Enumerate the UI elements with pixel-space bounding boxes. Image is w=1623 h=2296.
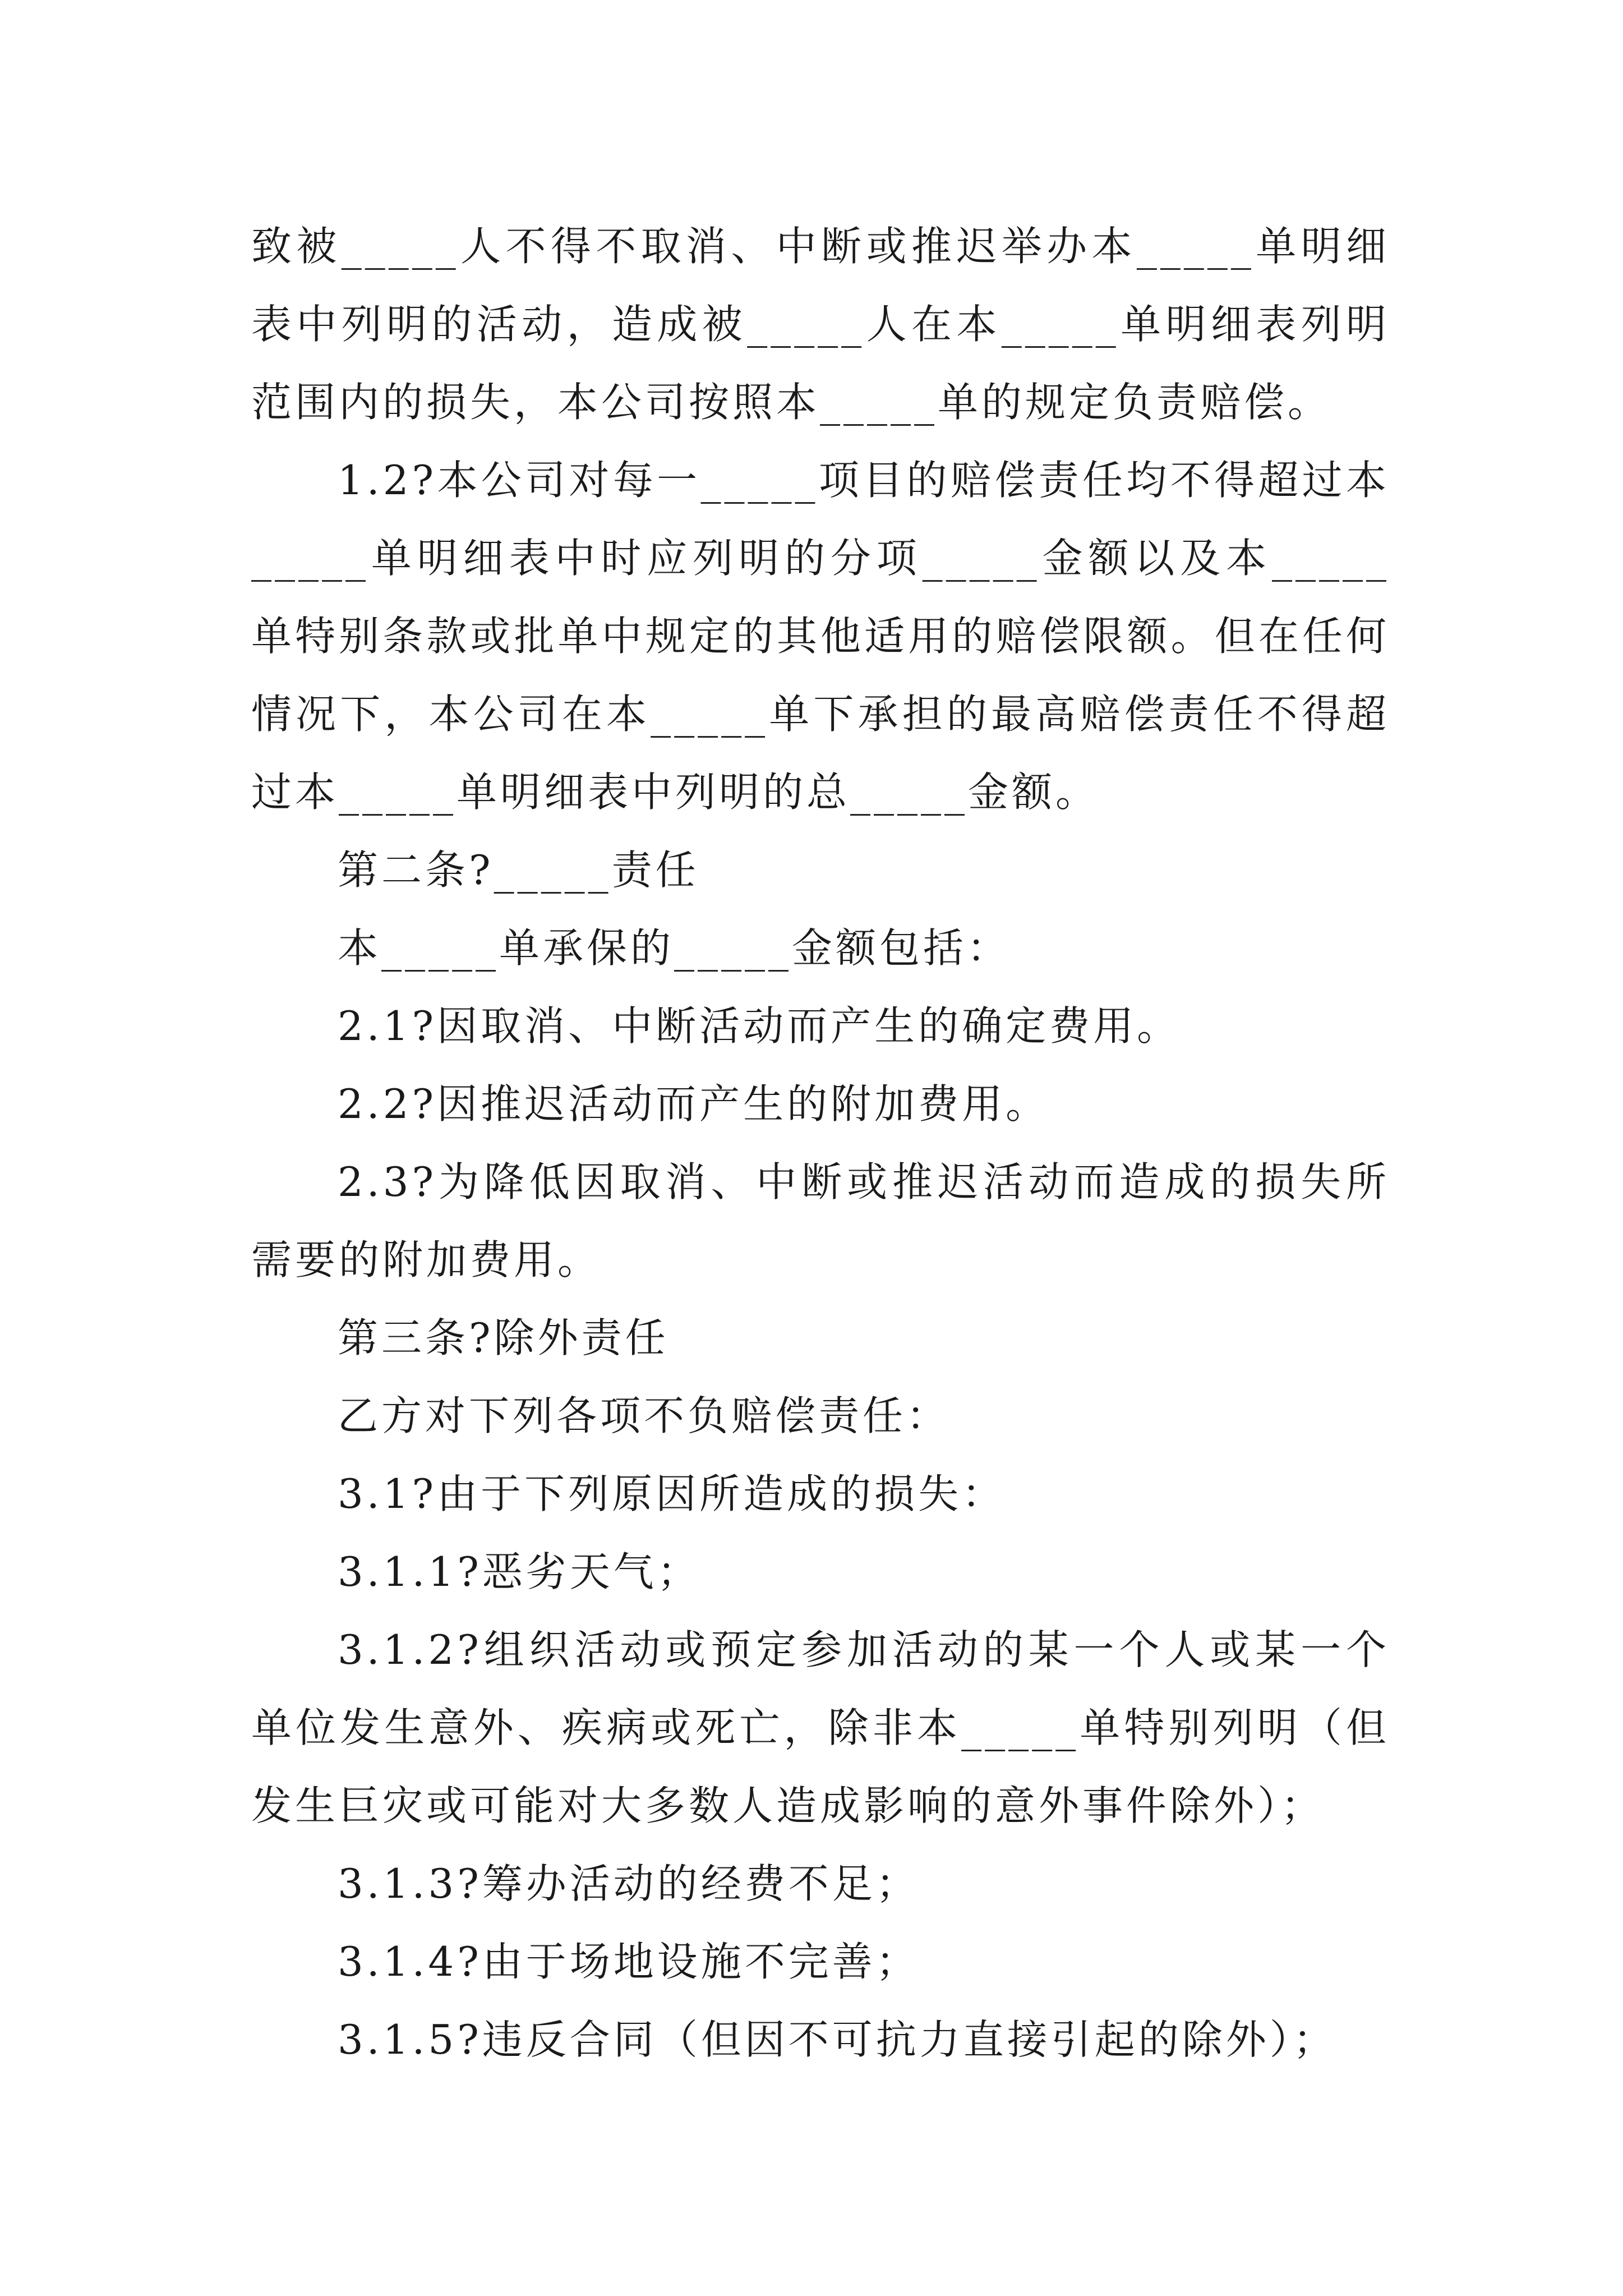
paragraph-clause-2-3: 2.3?为降低因取消、中断或推迟活动而造成的损失所需要的附加费用。 <box>251 1158 1390 1283</box>
document-body <box>251 208 1390 2079</box>
heading-article-2: 第二条?_____责任 <box>338 846 699 894</box>
paragraph-clause-3-1-4: 3.1.4?由于场地设施不完善； <box>338 1938 920 1985</box>
paragraph-continuation: 致被_____人不得不取消、中断或推迟举办本_____单明细表中列明的活动，造成被_____人在本_____单明细表列明范围内的损失，本公司按照本_____单的规定负责赔偿。 <box>251 223 1390 426</box>
paragraph-article-3-intro: 乙方对下列各项不负赔偿责任： <box>338 1392 951 1439</box>
paragraph-clause-3-1-3: 3.1.3?筹办活动的经费不足； <box>338 1860 920 1907</box>
paragraph-clause-3-1-2: 3.1.2?组织活动或预定参加活动的某一个人或某一个单位发生意外、疾病或死亡，除非本_____单特别列明（但发生巨灾或可能对大多数人造成影响的意外事件除外）； <box>251 1626 1390 1829</box>
paragraph-clause-3-1-5: 3.1.5?违反合同（但因不可抗力直接引起的除外）； <box>338 2016 1337 2063</box>
paragraph-clause-3-1-1: 3.1.1?恶劣天气； <box>338 1548 701 1595</box>
heading-article-3: 第三条?除外责任 <box>338 1314 669 1361</box>
paragraph-clause-1-2: 1.2?本公司对每一_____项目的赔偿责任均不得超过本_____单明细表中时应列明的分项_____金额以及本_____单特别条款或批单中规定的其他适用的赔偿限额。但在任何情况下，本公司在本_____单下承担的最高赔偿责任不得超过本_____单明细表中列明的总_____金额。 <box>251 457 1390 816</box>
paragraph-clause-2-1: 2.1?因取消、中断活动而产生的确定费用。 <box>338 1002 1181 1050</box>
paragraph-clause-2-2: 2.2?因推迟活动而产生的附加费用。 <box>338 1080 1050 1128</box>
paragraph-clause-3-1: 3.1?由于下列原因所造成的损失： <box>338 1470 1006 1517</box>
paragraph-article-2-intro: 本_____单承保的_____金额包括： <box>338 924 1011 972</box>
